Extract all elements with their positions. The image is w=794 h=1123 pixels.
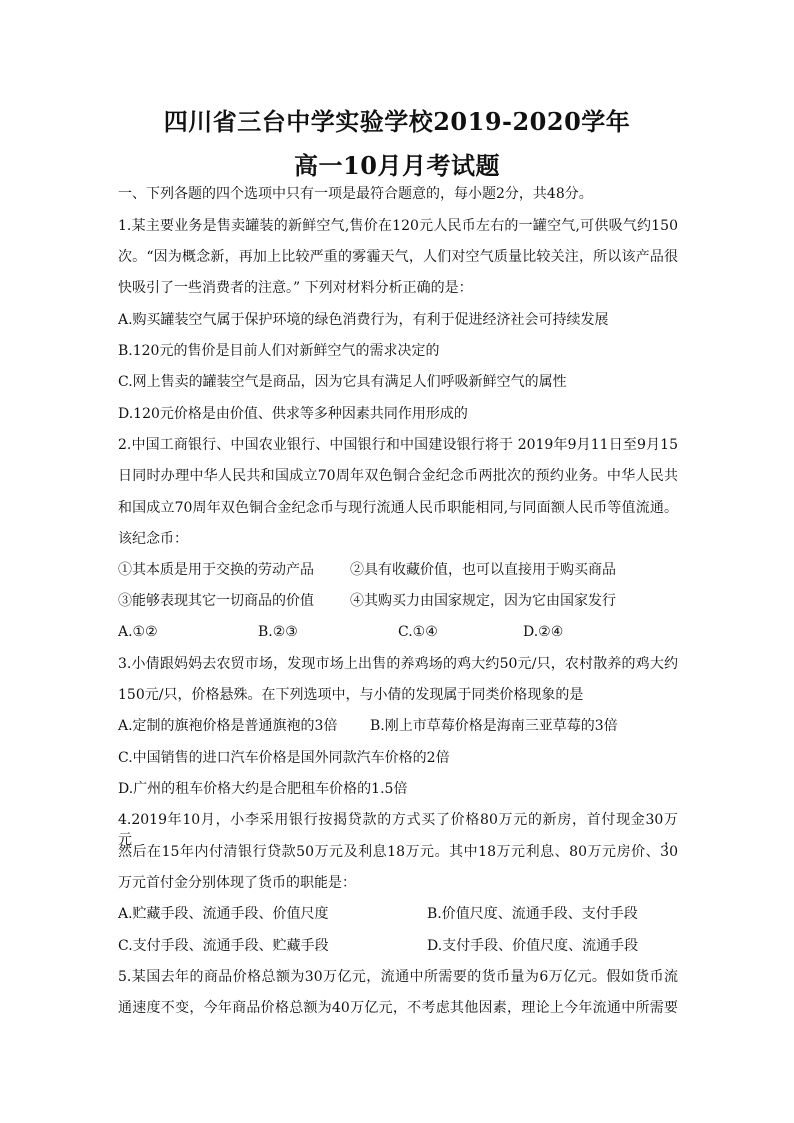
exam-title-line1: 四川省三台中学实验学校2019-2020学年 [163, 107, 631, 136]
q2-stem-line: 该纪念币： [118, 531, 188, 547]
q5-stem-line: 通速度不变，今年商品价格总额为40万亿元，不考虑其他因素，理论上今年流通中所需要 [118, 1000, 678, 1016]
q4-option-b: B.价值尺度、流通手段、支付手段 [427, 906, 638, 922]
q1-stem-line: 次。“因为概念新，再加上比较严重的雾霾天气，人们对空气质量比较关注，所以该产品很 [118, 249, 678, 265]
q3-stem-line: 3.小倩跟妈妈去农贸市场，发现市场上出售的养鸡场的鸡大约50元/只，农村散养的鸡大约 [118, 656, 678, 672]
q3-option-c: C.中国销售的进口汽车价格是国外同款汽车价格的2倍 [118, 750, 450, 766]
q2-item-2: ②具有收藏价值，也可以直接用于购买商品 [350, 562, 616, 578]
q2-stem-line: 2.中国工商银行、中国农业银行、中国银行和中国建设银行将于 2019年9月11日至9月15 [118, 437, 678, 453]
q1-option-d: D.120元价格是由价值、供求等多种因素共同作用形成的 [118, 406, 468, 422]
q5-stem-line: 5.某国去年的商品价格总额为30万亿元，流通中所需要的货币量为6万亿元。假如货币流 [118, 969, 678, 985]
q4-stem-line: 然后在15年内付清银行贷款50万元及利息18万元。其中18万元利息、80万元房价、30 [118, 844, 678, 860]
q1-option-a: A.购买罐装空气属于保护环境的绿色消费行为，有利于促进经济社会可持续发展 [118, 312, 609, 328]
q3-option-b: B.刚上市草莓价格是海南三亚草莓的3倍 [370, 718, 618, 734]
exam-title-line2: 高一10月月考试题 [294, 151, 500, 180]
q2-stem-line: 日同时办理中华人民共和国成立70周年双色铜合金纪念币两批次的预约业务。中华人民共 [118, 468, 678, 484]
q2-item-3: ③能够表现其它一切商品的价值 [118, 593, 314, 609]
q2-option-d: D.②④ [523, 624, 564, 640]
section-heading: 一、下列各题的四个选项中只有一项是最符合题意的，每小题2分，共48分。 [118, 186, 593, 202]
q2-option-c: C.①④ [398, 624, 438, 640]
q2-stem-line: 和国成立70周年双色铜合金纪念币与现行流通人民币职能相同,与同面额人民币等值流通。 [118, 500, 678, 516]
q2-item-1: ①其本质是用于交换的劳动产品 [118, 562, 314, 578]
q4-option-a: A.贮藏手段、流通手段、价值尺度 [118, 906, 329, 922]
q4-stem-line: 万元首付金分别体现了货币的职能是： [118, 875, 356, 891]
q1-option-c: C.网上售卖的罐装空气是商品，因为它具有满足人们呼吸新鲜空气的属性 [118, 374, 567, 390]
q1-stem-line: 1.某主要业务是售卖罐装的新鲜空气,售价在120元人民币左右的一罐空气,可供吸气约150 [118, 218, 678, 234]
q1-stem-line: 快吸引了一些消费者的注意。” 下列对材料分析正确的是： [118, 280, 473, 296]
q4-option-d: D.支付手段、价值尺度、流通手段 [427, 938, 639, 954]
q3-option-d: D.广州的租车价格大约是合肥租车价格的1.5倍 [118, 781, 408, 797]
q2-item-4: ④其购买力由国家规定，因为它由国家发行 [350, 593, 616, 609]
q4-stem-line: 4.2019年10月，小李采用银行按揭贷款的方式买了价格80万元的新房，首付现金30万元， [118, 812, 678, 848]
q4-option-c: C.支付手段、流通手段、贮藏手段 [118, 938, 329, 954]
q2-option-a: A.①② [118, 624, 158, 640]
q1-option-b: B.120元的售价是目前人们对新鲜空气的需求决定的 [118, 343, 440, 359]
q2-option-b: B.②③ [258, 624, 298, 640]
q3-option-a: A.定制的旗袍价格是普通旗袍的3倍 [118, 718, 338, 734]
q3-stem-line: 150元/只，价格悬殊。在下列选项中，与小倩的发现属于同类价格现象的是 [118, 687, 584, 703]
